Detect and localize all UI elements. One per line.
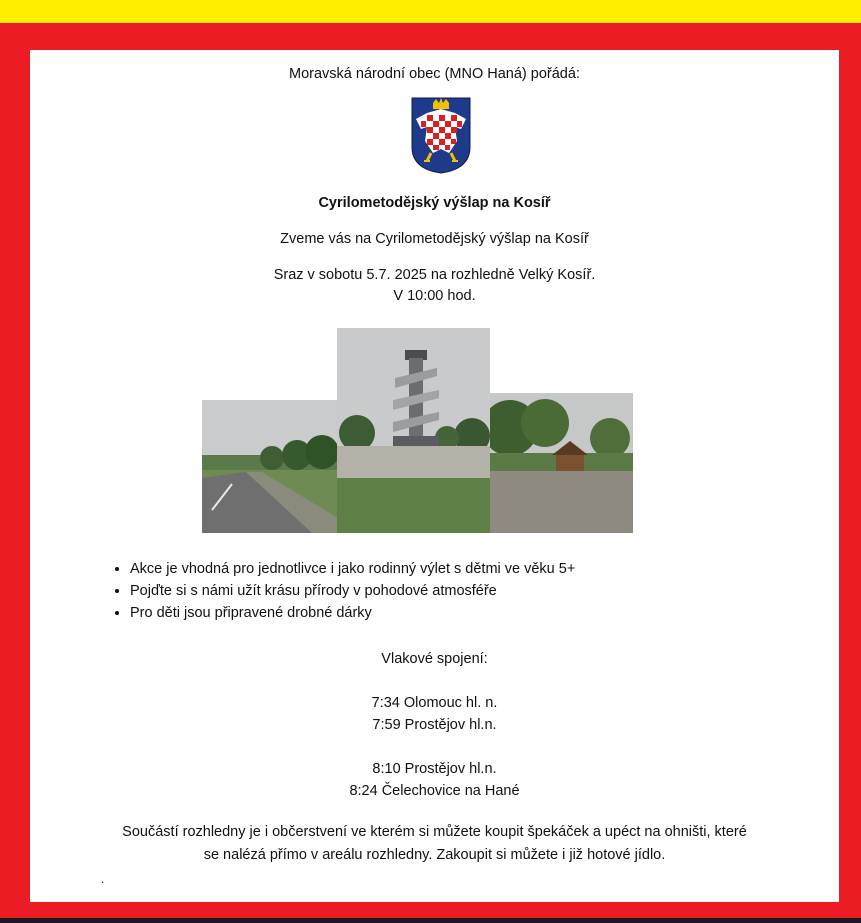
- refreshment-note-line1: Součástí rozhledny je i občerstvení ve kterém si můžete koupit špekáček a upéct na ohništi, které: [122, 824, 747, 840]
- moravian-eagle-coat-of-arms-icon: [411, 97, 471, 174]
- list-item: • Pro děti jsou připravené drobné dárky: [130, 602, 575, 624]
- train-leg2-departure: 8:10 Prostějov hl.n.: [372, 761, 497, 777]
- road-photo: [202, 400, 338, 533]
- train-leg1-departure: 7:34 Olomouc hl. n.: [371, 695, 498, 711]
- meeting-time: V 10:00 hod.: [393, 288, 476, 304]
- refreshment-note-line2: se nalézá přímo v areálu rozhledny. Zakoupit si můžete i již hotové jídlo.: [203, 847, 666, 863]
- poster-sheet: [30, 50, 839, 902]
- parking-shelter-photo: [490, 393, 633, 533]
- invitation-line: Zveme vás na Cyrilometodějský výšlap na Kosíř: [280, 231, 589, 247]
- list-item: • Pojďte si s námi užít krásu přírody v pohodové atmosféře: [130, 580, 575, 602]
- dark-bottom-band: [0, 918, 861, 923]
- organizer-line: Moravská národní obec (MNO Haná) pořádá:: [289, 66, 580, 82]
- meeting-line: Sraz v sobotu 5.7. 2025 na rozhledně Velký Kosíř.: [273, 267, 596, 283]
- train-leg1-arrival: 7:59 Prostějov hl.n.: [372, 717, 497, 733]
- yellow-top-band: [0, 0, 861, 23]
- observation-tower-photo: [337, 328, 490, 533]
- feature-list: [102, 558, 575, 624]
- train-leg2-arrival: 8:24 Čelechovice na Hané: [349, 783, 520, 799]
- list-item: • Akce je vhodná pro jednotlivce i jako rodinný výlet s dětmi ve věku 5+: [130, 558, 575, 580]
- train-heading: Vlakové spojení:: [381, 651, 488, 667]
- event-title: Cyrilometodějský výšlap na Kosíř: [318, 195, 551, 211]
- trailing-dot: .: [101, 872, 105, 886]
